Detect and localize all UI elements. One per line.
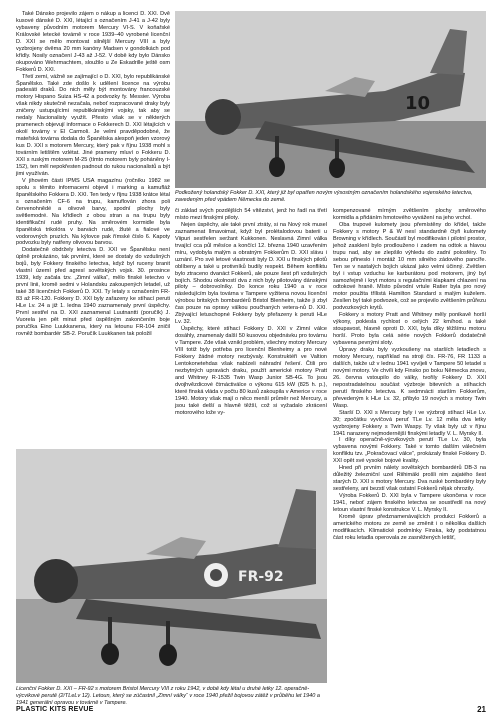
- paragraph: I díky operačně-výcvikových perutí TLe Lv. 30, byla vybavena novými Fokkery. Také v tomto dalším válečném konfliktu tzv. „Pokračovací válce“, prokázaly finské Fokkery D. XXI opět své vysoké bojové kvality.: [333, 437, 486, 465]
- photo-caption-top: Podkožený holandský Fokker D. XXI, který již byl opatřen novým výsostným označením holandského vojenského letectva, zavedeným před vpádem Německa do země.: [175, 190, 473, 203]
- paragraph: Hned při prvním nálety sovětských bombardérů DB-3 na důležitý železniční uzel Riihimäki prošli nim zajatého šest starých D. XXI s motory Mercury. Dva ruské bombardéry byly sestřeleny, ani bezstí však ostatní Fokkerů nějak ohrozily.: [333, 465, 486, 493]
- paragraph: Také Dánsko projevilo zájem o nákup a licenci D. XXI. Dvě kusové dánské D. XXI, létající s označením J-41 a J-42 byly vybaveny původním motorem Mercury VI-S. V koňařské Královské letecké továrně v roce 1939–40 vyrobené licenční D. XXI se mělo montovat silnější Mercury VIII a byly vyzbrojeny dvěma 20 mm kanóny Madsen v gondolkách pod křídly. Nosily označení J-43 až J-52. V době kdy bylo Dánsko okupováno Wehrmachtem, sloužilo u Ze Eskadrille ještě osm Fokkerů D. XXI.: [16, 11, 170, 73]
- photo-fokker-dutch: [175, 11, 486, 188]
- magazine-title: PLASTIC KITS REVUE: [16, 706, 94, 713]
- paragraph: Výroba Fokkerů D. XXI byla v Tampere ukončena v roce 1941, neboť zájem finského letectva se soustředil na nový letoun vlastní finské konstrukce V. L. Myrsky II.: [333, 493, 486, 513]
- right-column: [333, 208, 486, 542]
- page-number: 21: [477, 705, 486, 714]
- paragraph: Dodatečně obdržely letectva D. XXI ve Španělsku není úplně prokázáno, tak prvními, které se dostaly do vzdušných bojů, byly Fokkery finského letectva, když byl ruceny branit vlastní území před agresí sovětských vojsk. 30. prosince 1939, kdy začala tzv. „Zimní válka“, mělo finské letectvo v první linii, kromě sedmi v Holandsku zakoupených letadel, už také 38 licenčních Fokkerů D. XXI. Ty letaly s označením FR-83 až FR-120. Fokkery D. XXI byly zařazeny ke stíhací peruti HLe Lv. 24 a již 1. ledna 1940 zaznamenaly první úspěchy. První sestřel na D. XXI zaznamenal Luutnantti (poručík) J. Vuorela jen pět minut před úspěšným zakončením boje poručíka Eino Luukkanena, který na letounu FR-104 zničil rovněž bombardér SB-2. Poručík Luukkanen tak položil: [16, 247, 170, 337]
- paragraph: či základ svých pozdějších 54 vítězství, jenž ho řadí na třetí místo mezi finskými piloty.: [175, 208, 327, 221]
- paragraph: Nejen úspěchy, ale také první ztráty, si na Nový rok musel zaznamenat Ilmavoimat, když byl prolétalodovou baterii u Viipuri sestřelen seržant Kukkonen. Neslavná Zimní válka trvající cca půl měsíce a končící 12. března 1940 uzavřením míru, vydobyla malým a obratným Fokkerům D. XXI slávu i uznání. Pro své letové vlastnosti byly D. XXI u finských pilotů oblíbeny a také u protivníků budily respekt. Během konfliktu bylo ztraceno dvanáct Fokkerů, ale pouze šest při vzdušných bojích. Shodou okolností dva z nich byly pilotovány dánskými piloty – dobrovolníky. Do konce roku 1940 a v roce následujícím byla továrna v Tampere vyžitena novou licenční výrobou britských bombardérů Bristol Blenheim, takže ji zbyl čas pouze na opravy válkou poučhaných vetera-nů D. XXI. Zbývající letuschopné Fokkery byly přeřazeny k peruti HLe Lv. 32.: [175, 221, 327, 326]
- fokker-fr92-illustration: [16, 449, 327, 683]
- paragraph: Úpravy draku byly vyzkoušeny na starších letadlech s motory Mercury, například na stroji čís. FR-76, FR 1133 a dalších, takže už v lednu 1941 vyvíjeli v Tampere 50 letadel s novými motory. Ve chvíli kdy Finsko po boku Německa znovu, 26. června vstoupilo do války, tvořily Fokkery D. XXI nepostradatelnou součást výzbroje bitevních a stíhacích perutí finského letectva. K sedmnácti starším Fokkerům, převedeným k HLe Lv. 32, přibylo 19 nových s motory Twin Wasp.: [333, 347, 486, 409]
- paragraph: Starší D. XXI s Mercury byly i ve výzbroji stíhací HLe Lv. 30; zpočátku vyvíčová peruť TLe Lv. 12 měla dva letky vyzbrojeny Fokkery s Twin Waspy. Ty však byly už v říjnu 1941 narazeny nejmodernější finskými letadly V. L. Myrsky II.: [333, 409, 486, 437]
- left-column: [16, 11, 170, 338]
- aircraft-number: 10: [405, 93, 431, 114]
- paragraph: kompenzované mírným zvětšením plochy směrového kormidla a přidáním hmotového vyvážení na jeho vrchol.: [333, 208, 486, 221]
- photo-caption-bottom: Licenční Fokker D. XXI – FR-92 s motorem Bristol Mercury VIII z roku 1942, v době kdy létal u druhé letky 12. operačně-výcvikové perutě (2/TLeLv 12). Letoun, který se zúčastnil „Zimní války“ v roce 1940 přežil bojovou zátěž v průběhu let 1940 a 1941 generální opravou v továrně v Tampere.: [16, 686, 320, 706]
- middle-column: [175, 208, 327, 417]
- paragraph: Úspěchy, které stíhací Fokkery D. XXI v Zimní válce dosáhly, znamenaly další 50 kusovou objednávku pro továrnu v Tampere. Zde však vznikl problém, všechny motory Mercury VIII totiž byly potřeba pro licenční Blenheimy a pro nové Fokkery žádné motory nezbývaly. Konstruktéři ve Valtion Lentokonetehdas však nabízeli náhradní řešení. Čtili pro nezbytných upravách draku, použít americké motory Pratt and Whitney R-1535 Twin Wasp Junior SB-4G. To jsou dvojhvězdicové čtrnáctiválce o výkonu 615 kW (825 h. p.), které finská vláda v počtu 80 kusů zakoupila v Americe v roce 1940. Motory však mají o něco menší průměr než Mercury, a jsou také delší a hlavně těžší, což si vyžadalo zkrácení motorového lože vy-: [175, 326, 327, 416]
- paragraph: Třetí zemí, vážně se zajímající o D. XXI, bylo republikánské Španělsko. Také zde došlo k udělení licence na výrobu padesáti draků. Do nich měly být montovány francouzské motory Hispano Suiza HS-42 a podvozky fy. Messier. Výroba však nikdy skutečně nezačala, neboť rozpracované draky byly zničeny ustupujícími republikánskými vojsky, tak aby se nedaly Nacionalisty využít. Přesto však se v některých pramenech objevují informace o Fokkerech D. XXI létajících v okolí továrny v El Carmoli. Je velmi pravděpodobné, že mateřská továrna dodala do Španělska alespoň jeden vzorový kus D. XXI s motorem Mercury, který pak v říjnu 1938 mohl s továrním letištěm vzlétat. Jiné prameny mluví o Fokkeru D. XXI s ruským motorem M-25 (tímto motorem byly poháněny I-152), ten měl nepokřesten padnout do rukou nacionalistů a být jimi využíván.: [16, 73, 170, 177]
- photo-fokker-fr92: [16, 449, 327, 683]
- paragraph: Oba trupové kulomety jsou přemístěny do křídel, takže Fokkery s motory P & W nesí standardně čtyři kulomety Browning v křídlech. Součástí byl modifikován i pilotní prostor, jehož zasklení bylo prodlouženo i zadem na odtok a hlavou trupu nad, aby se zlepšilo výhledu do zadní polosféry. To sebou přineslo i montáž 10 mm silného zádového pancíře. Ten se v nastalých bojích ukázal jako velmi účinný. Zvětšen byl i vstup vzduchu ke karburátoru pod motorem, jiný byl samozřejmě i kryt motoru s regulačními klapkami chlazení na odtokové hraně. Místo původní vrtule Ratier byla pro nový motor použita třílistá Hamilton Standard s malým kuželem. Zesílen byl také podvozek, což se projevilo zvětšením průřezu podvozkových krytů.: [333, 221, 486, 312]
- paragraph: Fokkery s motory Pratt and Whitney měly ponikavě horší výkony, poklesla rychlost o celých 22 km/hod. a také stoupavost, hlavně oproti D. XXI, byla díky těžšímu motoru horší. Proto byla celá série nových Fokkerů dodatečně vybavena pevnými sloty.: [333, 312, 486, 347]
- paragraph: V jihovém části IPMS USA magazínu (ročníku 1982 se spolu s těmito informacemi objevil i marking a kamufláž španělského Fokkera D. XXI. Ten tedy v říjnu 1938 krátce létal s označením CF-6 na trupu, kamuflován zhora poli červenohnědé a olivově barvy, spodní plochy byly světlemodré. Na křídlech z obou stran a na trupu byly identifikační rudé pruhy. Na směrovém kormidle byla španělská trikolóra v barvách rudé, žluté a fialové ve vodorovných pruzích. Na kýlovce pak římské číslo 6. Kapoty podvozku byly natřeny olivovou barvou.: [16, 177, 170, 247]
- aircraft-code: FR-92: [238, 569, 284, 585]
- fokker-photo-illustration: [175, 11, 486, 188]
- paragraph: Kromě úprav předznamenávajících produkci Fokkerů a amerického motoru ze země se změnit i o několika dalších modifikacích. Klimatické podmínky Finska, kdy podstatnou část roku letadla operovala ze zasněžených letišť,: [333, 513, 486, 541]
